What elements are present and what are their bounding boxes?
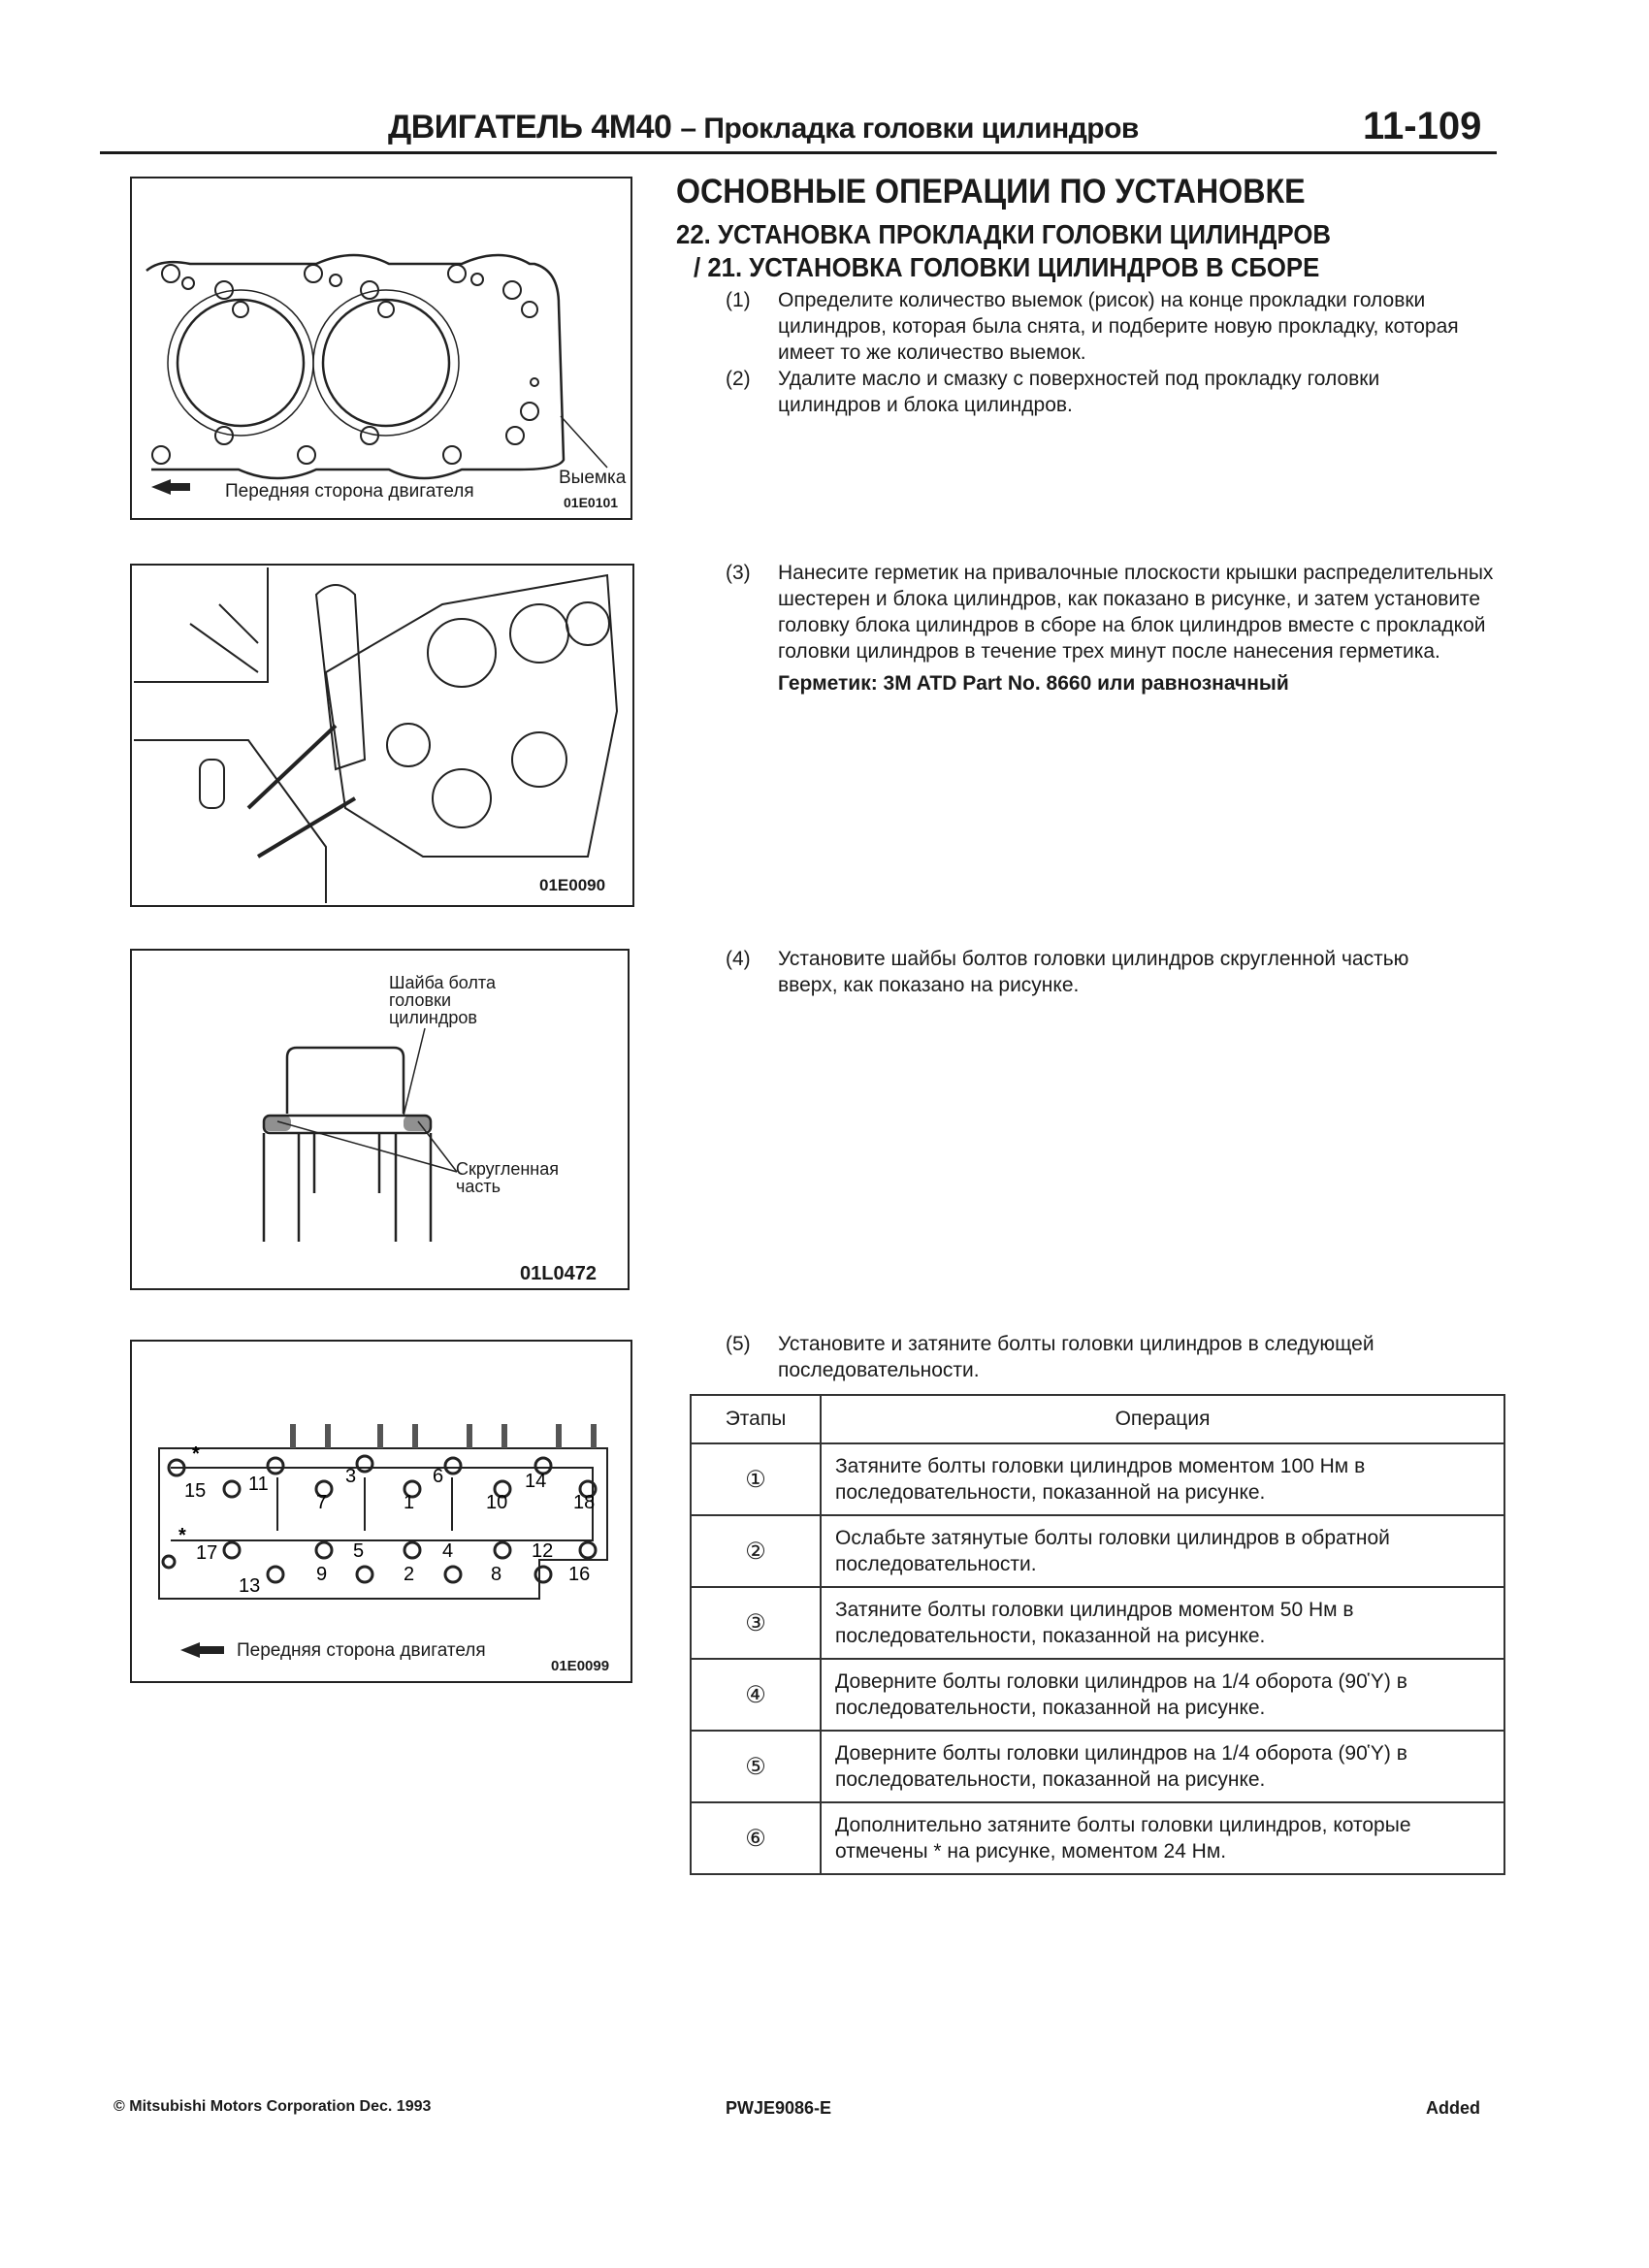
operation-text: Доверните болты головки цилиндров на 1/4 оборота (90Ὑ) в последовательности, показанной на рисунке. xyxy=(821,1659,1504,1731)
page-number: 11-109 xyxy=(1363,105,1482,147)
bolt-number: 7 xyxy=(316,1492,328,1513)
bolt-hole xyxy=(224,1481,240,1497)
bolt-hole xyxy=(224,1542,240,1558)
bolt-number: 18 xyxy=(573,1492,596,1513)
step-number: (2) xyxy=(726,368,751,390)
figure-code: 01E0101 xyxy=(564,495,619,510)
bolt-number: 17 xyxy=(196,1542,218,1564)
operation-text: Дополнительно затяните болты головки цилиндров, которые отмечены * на рисунке, моментом 24 Нм. xyxy=(821,1802,1504,1874)
bolt-number: 2 xyxy=(404,1564,415,1585)
rounded-part-label: Скругленная часть xyxy=(456,1159,560,1196)
bolt-number: 13 xyxy=(239,1575,261,1597)
step-4 xyxy=(726,946,1463,998)
table-row xyxy=(691,1515,1504,1587)
bolt-sequence-drawing xyxy=(132,1342,630,1681)
table-row xyxy=(691,1587,1504,1659)
step-number: (4) xyxy=(726,948,751,970)
table-header-row xyxy=(691,1395,1504,1443)
engine-block-drawing xyxy=(132,566,632,905)
bolt-hole xyxy=(580,1542,596,1558)
bolt-hole xyxy=(163,1556,175,1568)
header-subtitle: – Прокладка головки цилиндров xyxy=(680,113,1139,145)
step-number: (5) xyxy=(726,1333,751,1355)
header-operation: Операция xyxy=(821,1395,1504,1443)
bolt-hole xyxy=(495,1542,510,1558)
step-text: Удалите масло и смазку с поверхностей под прокладку головки цилиндров и блока цилиндров. xyxy=(778,368,1380,416)
tightening-table xyxy=(690,1394,1505,1875)
gasket-drawing xyxy=(132,178,630,518)
table-row xyxy=(691,1443,1504,1515)
star-mark: * xyxy=(178,1525,186,1546)
figure-code: 01E0099 xyxy=(551,1658,610,1674)
section-title-line2: / 21. УСТАНОВКА ГОЛОВКИ ЦИЛИНДРОВ В СБОРЕ xyxy=(694,252,1320,282)
header-stages: Этапы xyxy=(691,1395,821,1443)
step-text: Определите количество выемок (рисок) на конце прокладки головки цилиндров, которая была снята, и подберите новую прокладку, которая имеет то же количество выемок. xyxy=(778,289,1459,364)
header-title: ДВИГАТЕЛЬ 4M40 xyxy=(388,109,672,146)
bolt-number: 16 xyxy=(568,1564,591,1585)
figure-gasket xyxy=(130,177,632,520)
figure-code: 01L0472 xyxy=(520,1263,597,1284)
bolt-number: 6 xyxy=(433,1466,444,1487)
bolt-number: 8 xyxy=(491,1564,502,1585)
stage-number: ③ xyxy=(691,1587,821,1659)
bolt-hole xyxy=(445,1458,461,1474)
sealant-spec: Герметик: 3M ATD Part No. 8660 или равнозначный xyxy=(778,672,1289,695)
notch-label: Выемка xyxy=(559,468,627,488)
bolt-hole xyxy=(357,1567,372,1582)
front-side-label: Передняя сторона двигателя xyxy=(225,481,474,502)
bolt-number: 12 xyxy=(532,1540,554,1562)
bolt-number: 14 xyxy=(525,1471,547,1492)
stage-number: ① xyxy=(691,1443,821,1515)
step-text: Нанесите герметик на привалочные плоскости крышки распределительных шестерен и блока цилиндров, как показано в рисунке, и затем установите головку блока цилиндров в сборе на блок цилиндров вместе с прокладкой головки цилиндров в течение трех минут после нанесения герметика. xyxy=(778,562,1494,663)
step-number: (1) xyxy=(726,289,751,311)
step-text: Установите шайбы болтов головки цилиндров скругленной частью вверх, как показано на рисунке. xyxy=(778,948,1409,996)
figure-code: 01E0090 xyxy=(539,876,606,894)
stage-number: ④ xyxy=(691,1659,821,1731)
bolt-number: 9 xyxy=(316,1564,328,1585)
bolt-number: 15 xyxy=(184,1480,207,1502)
bolt-number: 4 xyxy=(442,1540,454,1562)
bolt-number: 10 xyxy=(486,1492,508,1513)
bolt-number: 5 xyxy=(353,1540,365,1562)
bolt-hole xyxy=(404,1542,420,1558)
operation-text: Затяните болты головки цилиндров моментом 50 Нм в последовательности, показанной на рисунке. xyxy=(821,1587,1504,1659)
step-2 xyxy=(726,366,1482,418)
bolt-hole xyxy=(357,1456,372,1472)
footer-status: Added xyxy=(1426,2098,1480,2118)
footer-copyright: © Mitsubishi Motors Corporation Dec. 1993 xyxy=(113,2098,432,2115)
table-row xyxy=(691,1731,1504,1802)
operation-text: Доверните болты головки цилиндров на 1/4 оборота (90Ὑ) в последовательности, показанной на рисунке. xyxy=(821,1731,1504,1802)
page-header-title xyxy=(388,109,1139,146)
operation-text: Затяните болты головки цилиндров моментом 100 Нм в последовательности, показанной на рисунке. xyxy=(821,1443,1504,1515)
step-3-group xyxy=(726,560,1502,697)
step-number: (3) xyxy=(726,562,751,584)
step-4-group xyxy=(726,946,1463,998)
main-title: ОСНОВНЫЕ ОПЕРАЦИИ ПО УСТАНОВКЕ xyxy=(676,173,1306,211)
washer-label: Шайба болта головки цилиндров xyxy=(389,973,496,1027)
bolt-hole xyxy=(268,1567,283,1582)
bolt-hole xyxy=(535,1567,551,1582)
header-divider xyxy=(100,151,1497,154)
section-title-line1: 22. УСТАНОВКА ПРОКЛАДКИ ГОЛОВКИ ЦИЛИНДРОВ xyxy=(676,219,1332,249)
front-side-label: Передняя сторона двигателя xyxy=(237,1640,486,1661)
stage-number: ⑥ xyxy=(691,1802,821,1874)
figure-bolt-washer xyxy=(130,949,630,1290)
step-5-group xyxy=(726,1331,1482,1383)
step-1 xyxy=(726,287,1482,366)
table-row xyxy=(691,1802,1504,1874)
step-text: Установите и затяните болты головки цилиндров в следующей последовательности. xyxy=(778,1333,1374,1381)
stage-number: ② xyxy=(691,1515,821,1587)
steps-1-2 xyxy=(726,287,1482,418)
operation-text: Ослабьте затянутые болты головки цилиндров в обратной последовательности. xyxy=(821,1515,1504,1587)
bolt-hole xyxy=(445,1567,461,1582)
stage-number: ⑤ xyxy=(691,1731,821,1802)
bolt-hole xyxy=(268,1458,283,1474)
table-row xyxy=(691,1659,1504,1731)
star-mark: * xyxy=(192,1443,200,1465)
bolt-number: 11 xyxy=(248,1474,269,1495)
bolt-hole xyxy=(316,1542,332,1558)
bolt-number: 3 xyxy=(345,1466,357,1487)
figure-engine-block xyxy=(130,564,634,907)
figure-bolt-sequence xyxy=(130,1340,632,1683)
step-3 xyxy=(726,560,1502,664)
footer-doc-code: PWJE9086-E xyxy=(726,2098,832,2118)
bolt-number: 1 xyxy=(404,1492,415,1513)
washer-drawing xyxy=(132,951,628,1288)
step-5 xyxy=(726,1331,1482,1383)
